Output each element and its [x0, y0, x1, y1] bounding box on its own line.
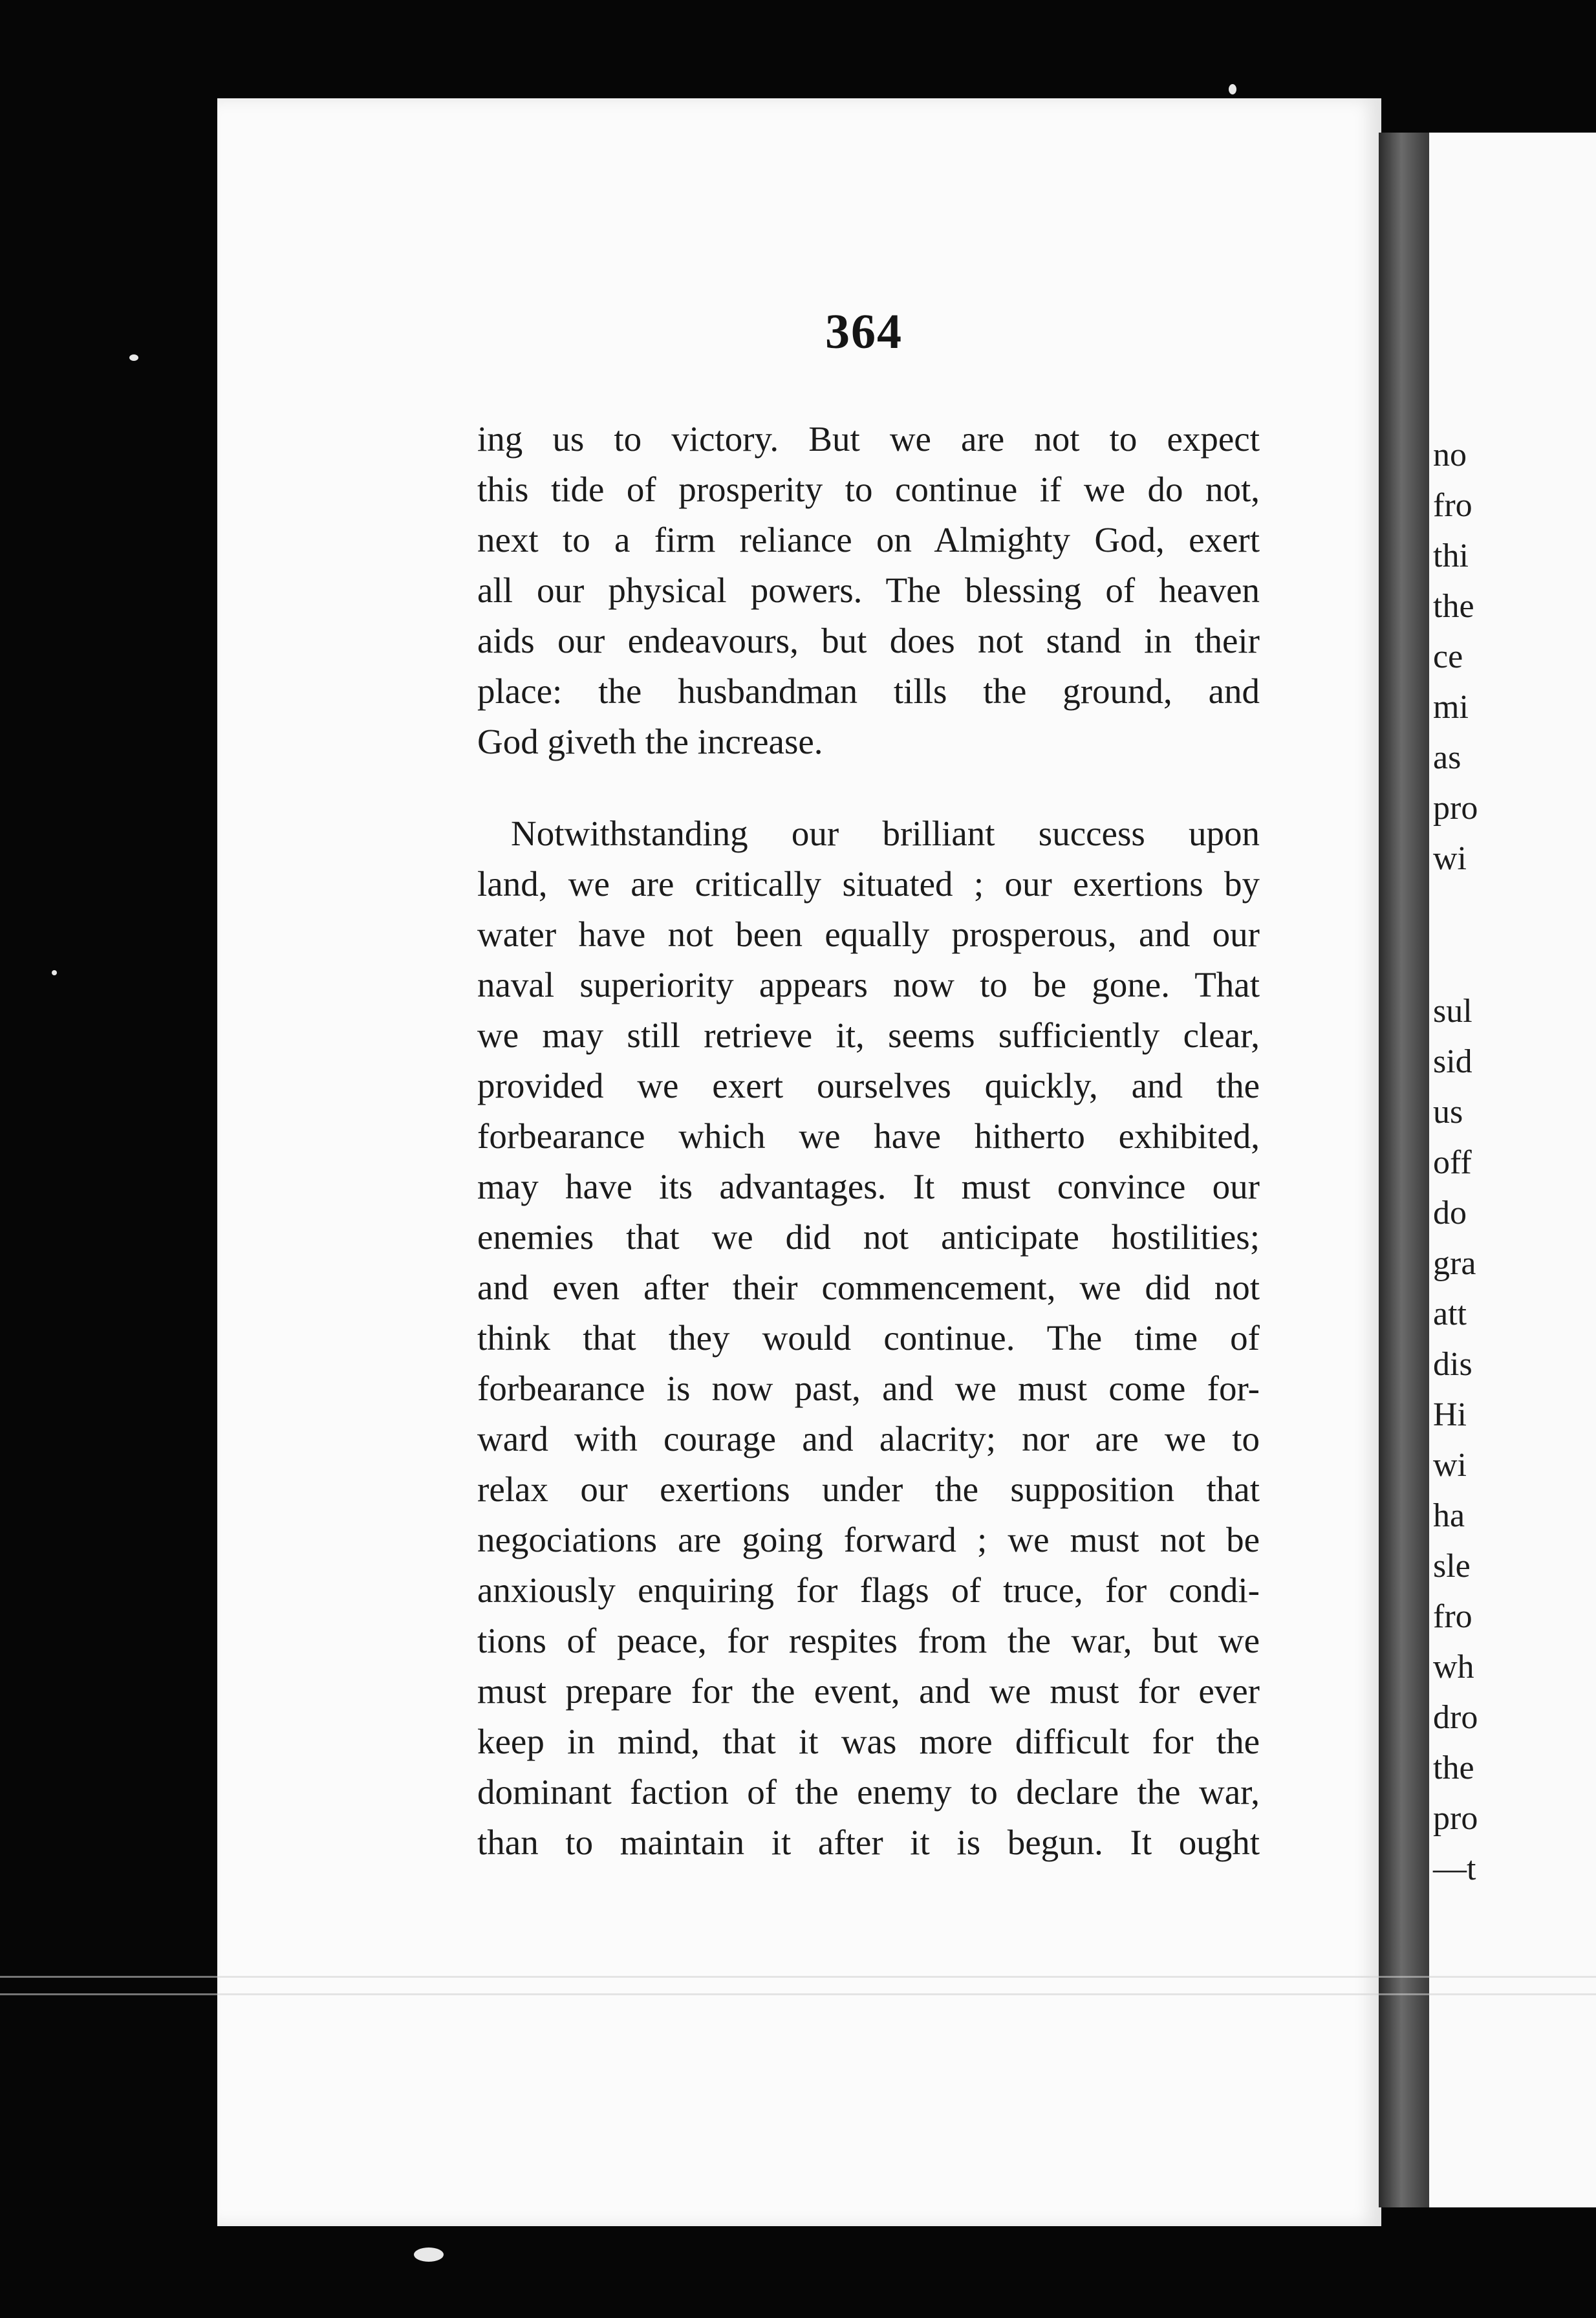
text-line: forbearance which we have hitherto exhibited,: [477, 1116, 1260, 1156]
text-line: think that they would continue. The time of: [477, 1318, 1260, 1358]
text-line: may have its advantages. It must convince our: [477, 1167, 1260, 1206]
facing-line: —t: [1433, 1850, 1476, 1887]
facing-line: sul: [1433, 993, 1472, 1030]
facing-line: wi: [1433, 1447, 1467, 1484]
text-line: negociations are going forward ; we must not be: [477, 1520, 1260, 1559]
facing-line: ce: [1433, 638, 1463, 675]
facing-line: pro: [1433, 1800, 1478, 1837]
text-line: forbearance is now past, and we must come for-: [477, 1369, 1260, 1408]
text-line: this tide of prosperity to continue if we do not,: [477, 470, 1260, 509]
facing-line: fro: [1433, 1598, 1472, 1635]
facing-line: wh: [1433, 1649, 1474, 1685]
facing-line: mi: [1433, 689, 1469, 726]
facing-line: sle: [1433, 1548, 1471, 1585]
facing-page-edge: [1429, 133, 1596, 2207]
text-line: dominant faction of the enemy to declare the war,: [477, 1772, 1260, 1812]
dust-speck: [52, 970, 57, 975]
text-line: Notwithstanding our brilliant success upon: [511, 814, 1260, 853]
text-line: all our physical powers. The blessing of heaven: [477, 570, 1260, 610]
text-line: water have not been equally prosperous, and our: [477, 915, 1260, 954]
facing-line: us: [1433, 1094, 1463, 1131]
text-line: than to maintain it after it is begun. It ought: [477, 1823, 1260, 1862]
dust-speck: [1229, 84, 1236, 94]
text-line: must prepare for the event, and we must for ever: [477, 1671, 1260, 1711]
facing-line: Hi: [1433, 1396, 1467, 1433]
text-line: next to a firm reliance on Almighty God, exert: [477, 520, 1260, 559]
facing-line: dis: [1433, 1346, 1472, 1383]
text-line: anxiously enquiring for flags of truce, for condi-: [477, 1570, 1260, 1610]
text-line: enemies that we did not anticipate hostilities;: [477, 1217, 1260, 1257]
facing-line: ha: [1433, 1497, 1465, 1534]
facing-line: sid: [1433, 1043, 1472, 1080]
facing-line: do: [1433, 1195, 1467, 1231]
facing-line: thi: [1433, 537, 1469, 574]
facing-line: gra: [1433, 1245, 1476, 1282]
book-gutter: [1379, 133, 1429, 2207]
facing-line: off: [1433, 1144, 1472, 1181]
scan-artifact-line: [0, 1993, 1596, 1995]
text-line: relax our exertions under the supposition that: [477, 1469, 1260, 1509]
text-line: place: the husbandman tills the ground, and: [477, 671, 1260, 711]
facing-line: as: [1433, 739, 1461, 776]
facing-line: the: [1433, 1749, 1474, 1786]
facing-line: wi: [1433, 840, 1467, 877]
facing-line: dro: [1433, 1699, 1478, 1736]
text-line: tions of peace, for respites from the war, but we: [477, 1621, 1260, 1660]
dust-speck: [414, 2248, 444, 2262]
text-line: naval superiority appears now to be gone. That: [477, 965, 1260, 1004]
facing-page-lines-top: [1429, 430, 1478, 884]
facing-line: no: [1433, 437, 1467, 473]
text-line: aids our endeavours, but does not stand in their: [477, 621, 1260, 660]
text-line: keep in mind, that it was more difficult for the: [477, 1722, 1260, 1761]
text-line: provided we exert ourselves quickly, and the: [477, 1066, 1260, 1105]
text-line: ward with courage and alacrity; nor are we to: [477, 1419, 1260, 1458]
text-line: God giveth the increase.: [477, 722, 823, 761]
text-line: land, we are critically situated ; our exertions by: [477, 864, 1260, 904]
facing-line: the: [1433, 588, 1474, 625]
facing-line: fro: [1433, 487, 1472, 524]
text-line: and even after their commencement, we did not: [477, 1268, 1260, 1307]
paragraph-1: [477, 414, 1260, 767]
text-line: we may still retrieve it, seems sufficiently clear,: [477, 1015, 1260, 1055]
facing-line: att: [1433, 1295, 1467, 1332]
facing-line: pro: [1433, 790, 1478, 827]
paragraph-2: [477, 808, 1260, 1868]
facing-page-lines-bottom: [1429, 986, 1478, 1894]
page-number: 364: [825, 305, 903, 359]
scan-artifact-line: [0, 1976, 1596, 1978]
text-line: ing us to victory. But we are not to expect: [477, 419, 1260, 459]
dust-speck: [129, 354, 138, 361]
